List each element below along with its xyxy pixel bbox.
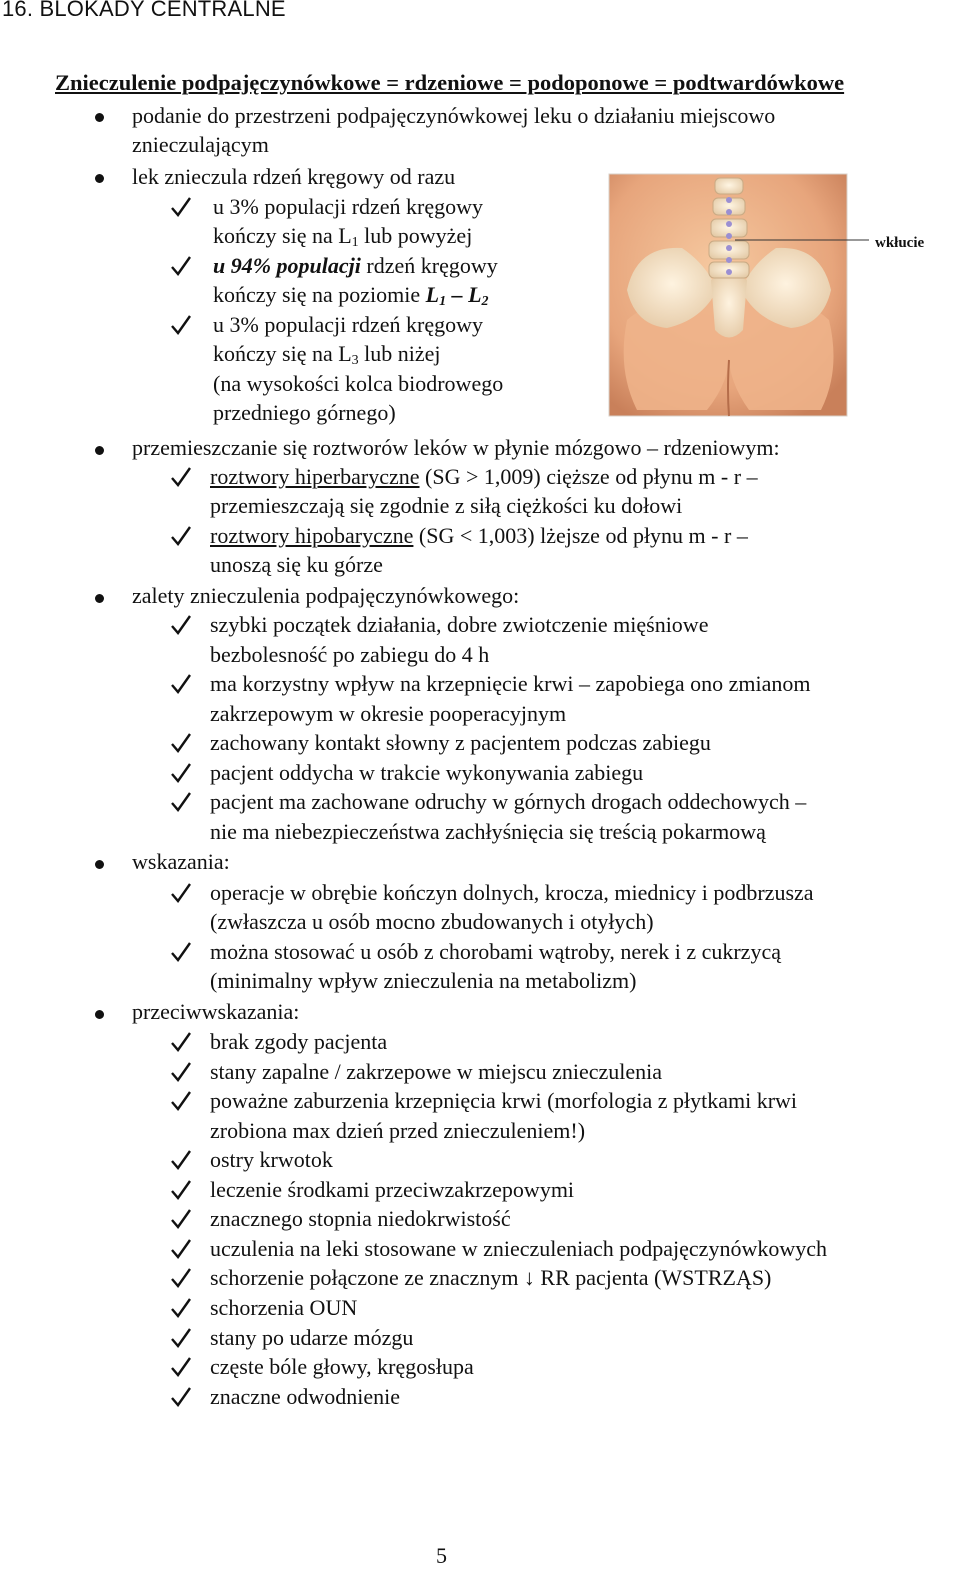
checkmark-icon bbox=[170, 761, 192, 785]
sub-item: znaczne odwodnienie bbox=[210, 1384, 400, 1409]
sub-item: częste bóle głowy, kręgosłupa bbox=[210, 1354, 474, 1379]
sub-item: pacjent oddycha w trakcie wykonywania zabiegu bbox=[210, 760, 644, 785]
list-item: wskazania: bbox=[132, 849, 230, 874]
sub-item-continuation: (na wysokości kolca biodrowego bbox=[213, 371, 504, 396]
checkmark-icon bbox=[170, 731, 192, 755]
sub-item: u 94% populacji rdzeń kręgowy bbox=[213, 253, 498, 278]
sub-item: pacjent ma zachowane odruchy w górnych drogach oddechowych – bbox=[210, 789, 807, 814]
checkmark-icon bbox=[170, 1030, 192, 1054]
checkmark-icon bbox=[170, 1178, 192, 1202]
list-item: zalety znieczulenia podpajęczynówkowego: bbox=[132, 583, 520, 608]
sub-item-continuation: (minimalny wpływ znieczulenia na metabolizm) bbox=[210, 968, 637, 993]
list-item: przemieszczanie się roztworów leków w płynie mózgowo – rdzeniowym: bbox=[132, 435, 780, 460]
page-number: 5 bbox=[436, 1543, 447, 1568]
sub-item: schorzenie połączone ze znacznym ↓ RR pacjenta (WSTRZĄS) bbox=[210, 1265, 772, 1290]
bullet-marker bbox=[95, 174, 104, 183]
checkmark-icon bbox=[170, 195, 192, 219]
checkmark-icon bbox=[170, 881, 192, 905]
checkmark-icon bbox=[170, 254, 192, 278]
list-item: podanie do przestrzeni podpajęczynówkowej leku o działaniu miejscowo bbox=[132, 103, 776, 128]
checkmark-icon bbox=[170, 790, 192, 814]
sub-item: operacje w obrębie kończyn dolnych, krocza, miednicy i podbrzusza bbox=[210, 880, 814, 905]
sub-item-continuation: przedniego górnego) bbox=[213, 400, 396, 425]
checkmark-icon bbox=[170, 672, 192, 696]
sub-item: ma korzystny wpływ na krzepnięcie krwi – zapobiega ono zmianom bbox=[210, 671, 811, 696]
sub-item-continuation: nie ma niebezpieczeństwa zachłyśnięcia się treścią pokarmową bbox=[210, 819, 766, 844]
checkmark-icon bbox=[170, 1148, 192, 1172]
bullet-marker bbox=[95, 113, 104, 122]
checkmark-icon bbox=[170, 1385, 192, 1409]
sub-item: szybki początek działania, dobre zwiotczenie mięśniowe bbox=[210, 612, 709, 637]
sub-item-continuation: zrobiona max dzień przed znieczuleniem!) bbox=[210, 1118, 586, 1143]
sub-item: leczenie środkami przeciwzakrzepowymi bbox=[210, 1177, 575, 1202]
sub-item-continuation: kończy się na $L_3$ lub niżej bbox=[213, 341, 441, 368]
bullet-marker bbox=[95, 594, 104, 603]
bullet-marker bbox=[95, 860, 104, 869]
sub-item-continuation: zakrzepowym w okresie pooperacyjnym bbox=[210, 701, 567, 726]
sub-item-continuation: bezbolesność po zabiegu do 4 h bbox=[210, 642, 490, 667]
checkmark-icon bbox=[170, 613, 192, 637]
sub-item: u 3% populacji rdzeń kręgowy bbox=[213, 194, 484, 219]
checkmark-icon bbox=[170, 1296, 192, 1320]
sub-item: schorzenia OUN bbox=[210, 1295, 358, 1320]
bullet-marker bbox=[95, 1010, 104, 1019]
sub-item-continuation: unoszą się ku górze bbox=[210, 552, 383, 577]
sub-item: stany po udarze mózgu bbox=[210, 1325, 414, 1350]
checkmark-icon bbox=[170, 1207, 192, 1231]
sub-item-continuation: (zwłaszcza u osób mocno zbudowanych i otyłych) bbox=[210, 909, 654, 934]
sub-item: znacznego stopnia niedokrwistość bbox=[210, 1206, 511, 1231]
sub-item: można stosować u osób z chorobami wątroby, nerek i z cukrzycą bbox=[210, 939, 781, 964]
list-item: przeciwwskazania: bbox=[132, 999, 300, 1024]
sub-item: ostry krwotok bbox=[210, 1147, 333, 1172]
checkmark-icon bbox=[170, 1089, 192, 1113]
sub-item: stany zapalne / zakrzepowe w miejscu znieczulenia bbox=[210, 1059, 662, 1084]
spine-illustration bbox=[607, 170, 937, 420]
checkmark-icon bbox=[170, 465, 192, 489]
sub-item: poważne zaburzenia krzepnięcia krwi (morfologia z płytkami krwi bbox=[210, 1088, 798, 1113]
sub-item: roztwory hiperbaryczne (SG > 1,009) cięższe od płynu m - r – bbox=[210, 464, 758, 489]
list-item-continuation: znieczulającym bbox=[132, 132, 269, 157]
document-title: 16. BLOKADY CENTRALNE bbox=[2, 0, 286, 21]
sub-item-continuation: kończy się na poziomie $L_1 - L_2$ bbox=[213, 282, 489, 309]
figure-label: wkłucie bbox=[875, 235, 925, 251]
checkmark-icon bbox=[170, 1326, 192, 1350]
sub-item-continuation: kończy się na $L_1$ lub powyżej bbox=[213, 223, 473, 250]
sub-item: zachowany kontakt słowny z pacjentem podczas zabiegu bbox=[210, 730, 711, 755]
sub-item: u 3% populacji rdzeń kręgowy bbox=[213, 312, 484, 337]
checkmark-icon bbox=[170, 313, 192, 337]
sub-item: roztwory hipobaryczne (SG < 1,003) lżejsze od płynu m - r – bbox=[210, 523, 748, 548]
sub-item-continuation: przemieszczają się zgodnie z siłą ciężkości ku dołowi bbox=[210, 493, 683, 518]
sub-item: uczulenia na leki stosowane w znieczuleniach podpajęczynówkowych bbox=[210, 1236, 827, 1261]
checkmark-icon bbox=[170, 1355, 192, 1379]
checkmark-icon bbox=[170, 1237, 192, 1261]
sub-item: brak zgody pacjenta bbox=[210, 1029, 388, 1054]
list-item: lek znieczula rdzeń kręgowy od razu bbox=[132, 164, 456, 189]
checkmark-icon bbox=[170, 1060, 192, 1084]
checkmark-icon bbox=[170, 524, 192, 548]
checkmark-icon bbox=[170, 1266, 192, 1290]
bullet-marker bbox=[95, 446, 104, 455]
checkmark-icon bbox=[170, 940, 192, 964]
section-heading: Znieczulenie podpajęczynówkowe = rdzeniowe = podoponowe = podtwardówkowe bbox=[55, 70, 845, 95]
